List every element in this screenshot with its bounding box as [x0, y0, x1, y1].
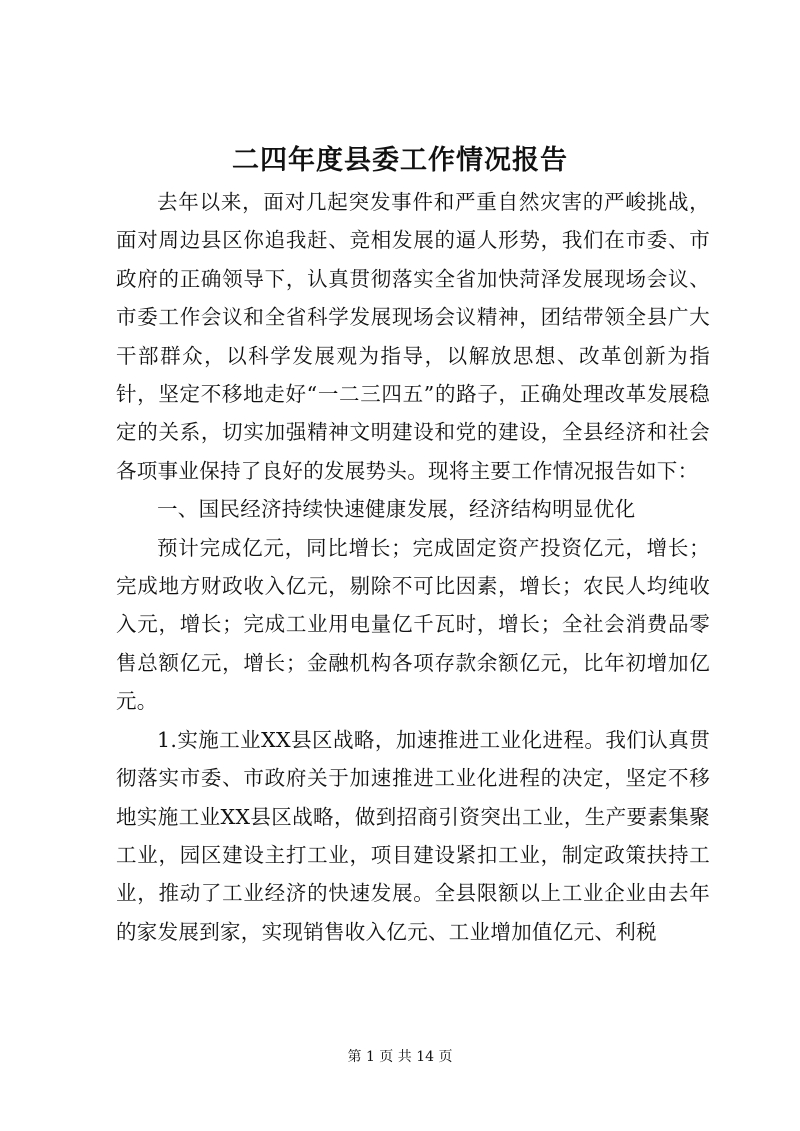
- document-body: [116, 183, 710, 951]
- paragraph-intro: 去年以来，面对几起突发事件和严重自然灾害的严峻挑战，面对周边县区你追我赶、竞相发展的逼人形势，我们在市委、市政府的正确领导下，认真贯彻落实全省加快菏泽发展现场会议、市委工作会议和全省科学发展现场会议精神，团结带领全县广大干部群众，以科学发展观为指导，以解放思想、改革创新为指针，坚定不移地走好“一二三四五”的路子，正确处理改革发展稳定的关系，切实加强精神文明建设和党的建设，全县经济和社会各项事业保持了良好的发展势头。现将主要工作情况报告如下：: [116, 190, 710, 483]
- section-heading: 一、国民经济持续快速健康发展，经济结构明显优化: [157, 497, 636, 522]
- page-number: 第 1 页 共 14 页: [347, 1049, 453, 1065]
- paragraph-economy: 预计完成亿元，同比增长；完成固定资产投资亿元，增长；完成地方财政收入亿元，剔除不可比因素，增长；农民人均纯收入元，增长；完成工业用电量亿千瓦时，增长；全社会消费品零售总额亿元，增长；金融机构各项存款余额亿元，比年初增加亿元。: [116, 535, 710, 714]
- document-title: 二四年度县委工作情况报告: [232, 145, 568, 176]
- paragraph-industry: 1.实施工业XX县区战略，加速推进工业化进程。我们认真贯彻落实市委、市政府关于加速推进工业化进程的决定，坚定不移地实施工业XX县区战略，做到招商引资突出工业，生产要素集聚工业，园区建设主打工业，项目建设紧扣工业，制定政策扶持工业，推动了工业经济的快速发展。全县限额以上工业企业由去年的家发展到家，实现销售收入亿元、工业增加值亿元、利税: [116, 727, 710, 944]
